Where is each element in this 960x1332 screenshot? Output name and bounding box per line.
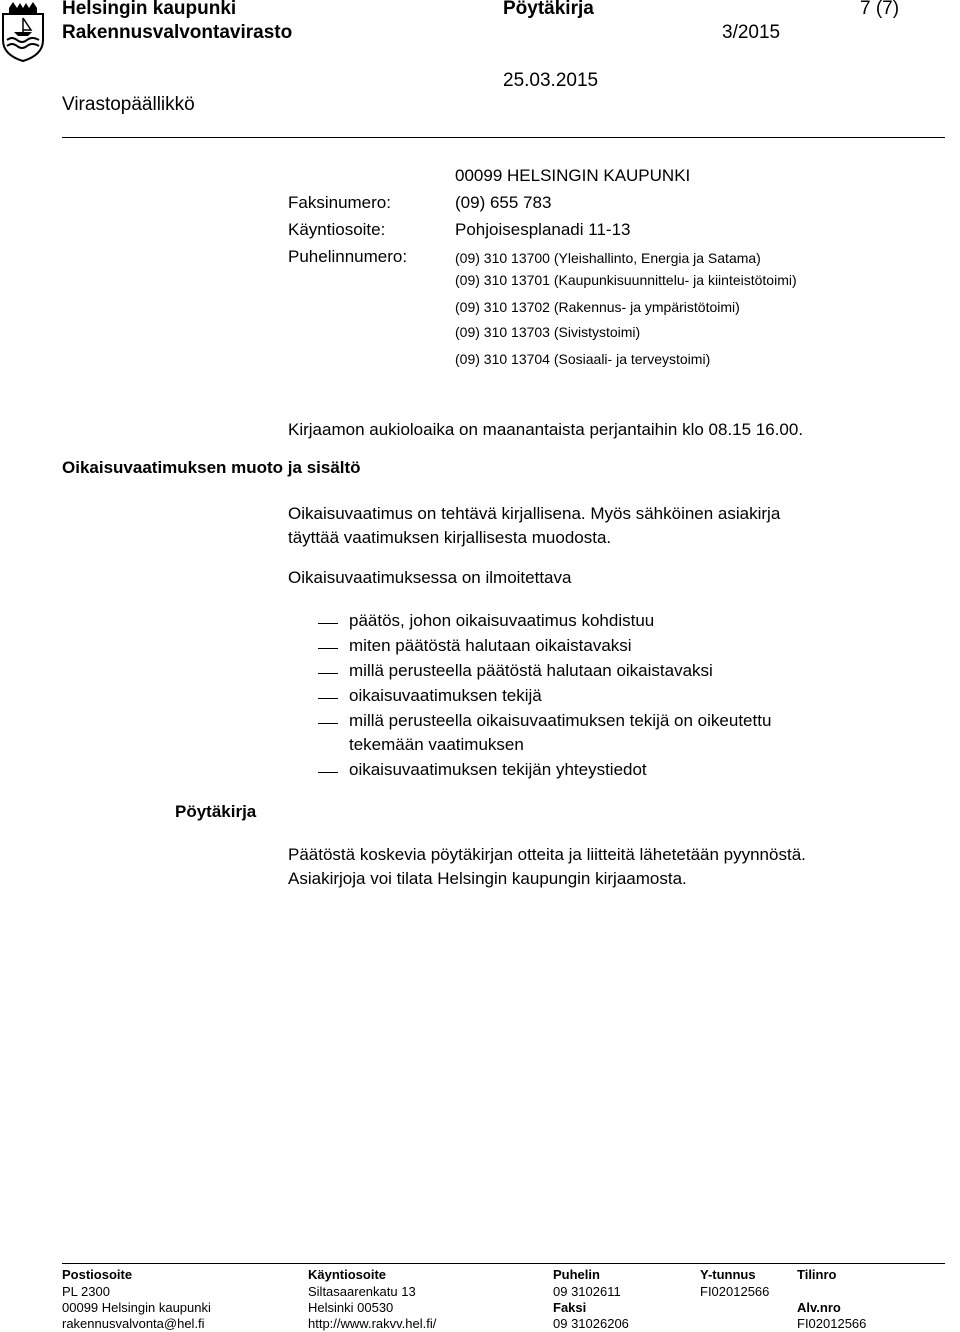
- footer-visit-line: Siltasaarenkatu 13: [308, 1284, 416, 1299]
- footer-divider: [62, 1263, 945, 1264]
- phone-line: (09) 310 13703 (Sivistystoimi): [455, 324, 641, 340]
- phone-line: (09) 310 13701 (Kaupunkisuunnittelu- ja kiinteistötoimi): [455, 272, 797, 288]
- list-bullet: [318, 698, 338, 699]
- list-bullet: [318, 723, 338, 724]
- list-bullet: [318, 623, 338, 624]
- appeal-list-item: miten päätöstä halutaan oikaistavaksi: [349, 636, 632, 655]
- appeal-list-item: millä perusteella oikaisuvaatimuksen tekijä on oikeutettu: [349, 711, 772, 730]
- document-type: Pöytäkirja: [503, 0, 594, 19]
- footer-visit-label: Käyntiosoite: [308, 1267, 387, 1282]
- decision-maker: Virastopäällikkö: [62, 94, 195, 115]
- appeal-list-item-continuation: tekemään vaatimuksen: [349, 735, 524, 754]
- office-hours: Kirjaamon aukioloaika on maanantaista perjantaihin klo 08.15 16.00.: [288, 420, 804, 439]
- footer-email-link[interactable]: rakennusvalvonta@hel.fi: [62, 1316, 205, 1331]
- fax-label: Faksinumero:: [288, 193, 391, 212]
- list-bullet: [318, 772, 338, 773]
- department-name: Rakennusvalvontavirasto: [62, 22, 293, 43]
- footer-phone-value: 09 3102611: [553, 1284, 621, 1299]
- footer-website-link[interactable]: http://www.rakvv.hel.fi/: [308, 1316, 437, 1331]
- minutes-heading: Pöytäkirja: [175, 802, 257, 821]
- page-number: 7 (7): [860, 0, 900, 19]
- footer-business-id-label: Y-tunnus: [700, 1267, 756, 1282]
- footer-vat-label: Alv.nro: [797, 1300, 841, 1315]
- appeal-paragraph-line: Oikaisuvaatimus on tehtävä kirjallisena. Myös sähköinen asiakirja: [288, 504, 781, 523]
- minutes-text-line: Päätöstä koskevia pöytäkirjan otteita ja liitteitä lähetetään pyynnöstä.: [288, 845, 806, 864]
- visit-address-value: Pohjoisesplanadi 11-13: [455, 220, 631, 239]
- meeting-date: 25.03.2015: [503, 70, 599, 91]
- appeal-list-intro: Oikaisuvaatimuksessa on ilmoitettava: [288, 568, 572, 587]
- footer-phone-label: Puhelin: [553, 1267, 600, 1282]
- footer-business-id-value: FI02012566: [700, 1284, 770, 1299]
- appeal-list-item: päätös, johon oikaisuvaatimus kohdistuu: [349, 611, 655, 630]
- list-bullet: [318, 648, 338, 649]
- appeal-list-item: oikaisuvaatimuksen tekijä: [349, 686, 542, 705]
- footer-postal-label: Postiosoite: [62, 1267, 133, 1282]
- footer-fax-value: 09 31026206: [553, 1316, 629, 1331]
- appeal-list-item: oikaisuvaatimuksen tekijän yhteystiedot: [349, 760, 647, 779]
- footer-postal-line: 00099 Helsingin kaupunki: [62, 1300, 211, 1315]
- footer-postal-line: PL 2300: [62, 1284, 110, 1299]
- footer-vat-value: FI02012566: [797, 1316, 867, 1331]
- phone-label: Puhelinnumero:: [288, 247, 408, 266]
- minutes-text-line: Asiakirjoja voi tilata Helsingin kaupungin kirjaamosta.: [288, 869, 687, 888]
- phone-line: (09) 310 13700 (Yleishallinto, Energia ja Satama): [455, 250, 761, 266]
- visit-address-label: Käyntiosoite:: [288, 220, 386, 239]
- footer-fax-label: Faksi: [553, 1300, 587, 1315]
- fax-value: (09) 655 783: [455, 193, 552, 212]
- postal-address: 00099 HELSINGIN KAUPUNKI: [455, 166, 691, 185]
- header-divider: [62, 137, 945, 138]
- appeal-list-item: millä perusteella päätöstä halutaan oikaistavaksi: [349, 661, 713, 680]
- city-name: Helsingin kaupunki: [62, 0, 237, 19]
- document-number: 3/2015: [722, 22, 781, 43]
- appeal-form-heading: Oikaisuvaatimuksen muoto ja sisältö: [62, 458, 361, 477]
- phone-line: (09) 310 13704 (Sosiaali- ja terveystoimi): [455, 351, 711, 367]
- footer-account-label: Tilinro: [797, 1267, 837, 1282]
- helsinki-crest-icon: [0, 0, 46, 62]
- list-bullet: [318, 673, 338, 674]
- footer-visit-line: Helsinki 00530: [308, 1300, 394, 1315]
- phone-line: (09) 310 13702 (Rakennus- ja ympäristötoimi): [455, 299, 740, 315]
- appeal-paragraph-line: täyttää vaatimuksen kirjallisesta muodosta.: [288, 528, 612, 547]
